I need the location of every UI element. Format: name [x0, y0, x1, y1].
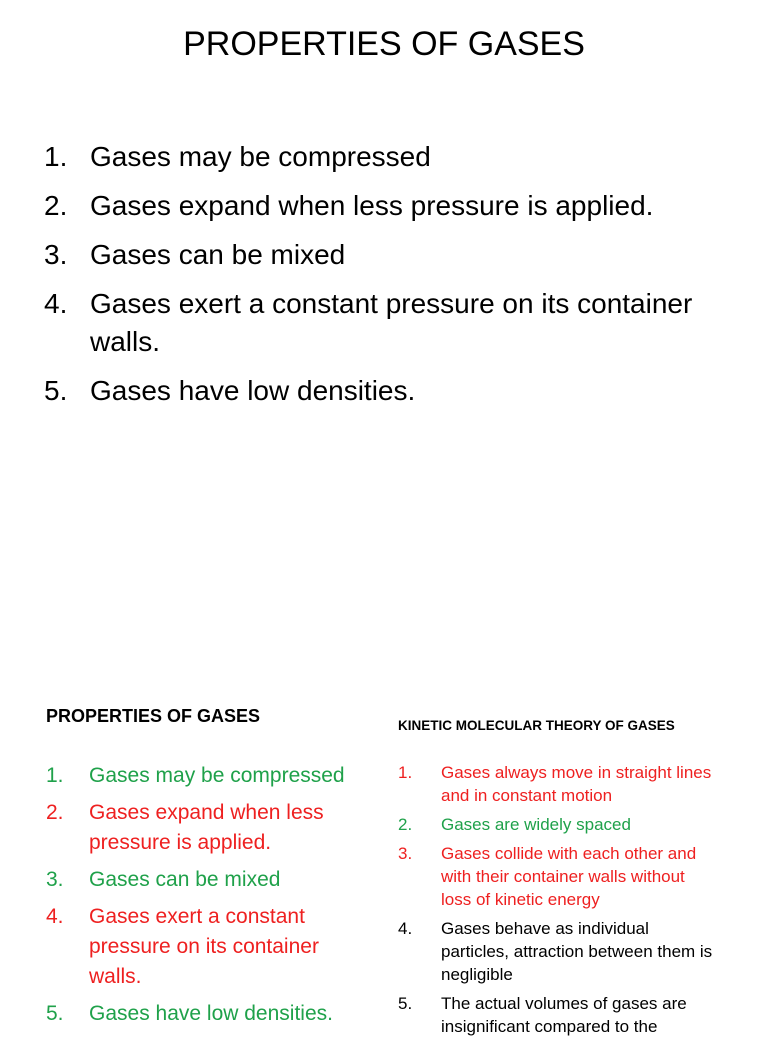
list-item-number: 1.	[398, 763, 413, 782]
list-item	[46, 999, 376, 1029]
list-item	[398, 761, 716, 807]
slide2-properties-heading: PROPERTIES OF GASES	[46, 706, 261, 726]
list-item-number: 3.	[46, 868, 64, 891]
list-item-text: Gases collide with each other and with their container walls without loss of kinetic energy	[441, 844, 697, 909]
list-item-text: Gases exert a constant pressure on its container walls.	[90, 288, 693, 357]
list-item-text: Gases may be compressed	[89, 764, 345, 787]
list-item-number: 3.	[398, 844, 413, 863]
list-item	[44, 285, 744, 361]
list-item-text: The actual volumes of gases are insignificant compared to the	[441, 994, 687, 1036]
list-item-text: Gases have low densities.	[90, 375, 416, 406]
list-item	[398, 813, 716, 836]
list-item-text: Gases may be compressed	[90, 141, 431, 172]
list-item-text: Gases expand when less pressure is applied.	[89, 801, 324, 854]
slide1-title: PROPERTIES OF GASES	[183, 25, 585, 63]
list-item	[46, 865, 376, 895]
list-item-text: Gases can be mixed	[90, 239, 346, 270]
list-item-text: Gases are widely spaced	[441, 815, 631, 834]
list-item-number: 3.	[44, 239, 68, 270]
list-item-number: 2.	[46, 801, 64, 824]
list-item-text: Gases have low densities.	[89, 1002, 333, 1025]
list-item	[46, 798, 376, 858]
list-item-text: Gases always move in straight lines and in constant motion	[441, 763, 712, 805]
list-item-number: 4.	[398, 919, 413, 938]
list-item-number: 5.	[398, 994, 413, 1013]
list-item-number: 2.	[398, 815, 413, 834]
list-item	[46, 902, 376, 992]
list-item-text: Gases behave as individual particles, attraction between them is negligible	[441, 919, 713, 984]
list-item	[398, 917, 716, 986]
list-item	[44, 138, 744, 176]
list-item-text: Gases expand when less pressure is applied.	[90, 190, 654, 221]
list-item-number: 5.	[46, 1002, 64, 1025]
list-item-text: Gases can be mixed	[89, 868, 281, 891]
list-item-number: 1.	[46, 764, 64, 787]
kinetic-theory-heading: KINETIC MOLECULAR THEORY OF GASES	[398, 718, 675, 733]
list-item	[46, 761, 376, 791]
list-item	[44, 372, 744, 410]
list-item	[44, 236, 744, 274]
kinetic-theory-list	[398, 761, 716, 1044]
list-item-number: 2.	[44, 190, 68, 221]
list-item	[398, 992, 716, 1038]
list-item-number: 5.	[44, 375, 68, 406]
list-item	[398, 842, 716, 911]
list-item-number: 4.	[44, 288, 68, 319]
slide1-properties-list	[44, 138, 744, 421]
list-item-text: Gases exert a constant pressure on its container walls.	[89, 905, 319, 988]
list-item-number: 1.	[44, 141, 68, 172]
slide2-properties-list	[46, 761, 376, 1036]
list-item	[44, 187, 744, 225]
list-item-number: 4.	[46, 905, 64, 928]
